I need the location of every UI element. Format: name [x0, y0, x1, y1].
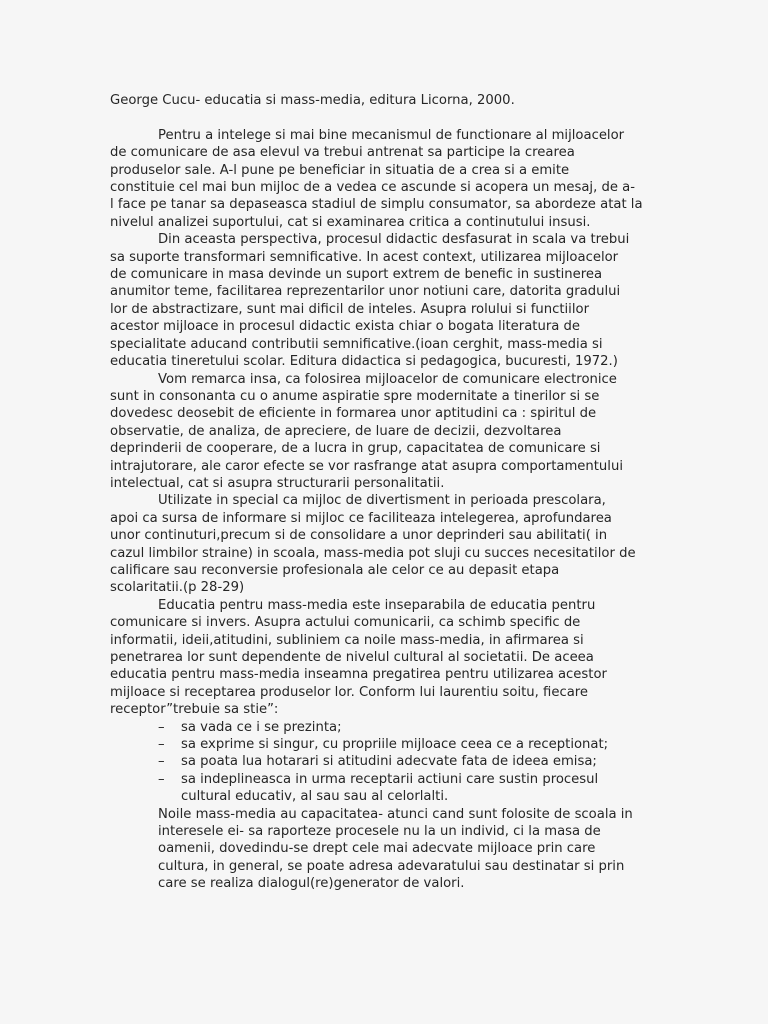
paragraph-line: interesele ei- sa raporteze procesele nu la un individ, ci la masa de — [158, 824, 601, 840]
list-item-line: sa vada ce i se prezinta; — [181, 719, 342, 735]
list-item-line: sa poata lua hotarari si atitudini adecvate fata de ideea emisa; — [181, 754, 597, 770]
document-page — [110, 92, 710, 893]
paragraph-line: cultura, in general, se poate adresa adevaratului sau destinatar si prin — [158, 858, 625, 874]
paragraph-line: sunt in consonanta cu o anume aspiratie spre modernitate a tinerilor si se — [110, 388, 600, 404]
list-item-line: sa exprime si singur, cu propriile mijloace ceea ce a receptionat; — [181, 737, 609, 753]
paragraph-line: calificare sau reconversie profesionala ale celor ce au depasit etapa — [110, 562, 560, 578]
paragraph-line: Utilizate in special ca mijloc de divertisment in perioada prescolara, — [158, 493, 606, 509]
paragraph-line: sa suporte transformari semnificative. In acest context, utilizarea mijloacelor — [110, 249, 619, 265]
paragraph-line: oamenii, dovedindu-se drept cele mai adecvate mijloace prin care — [158, 841, 596, 857]
paragraph-line: unor continuturi,precum si de consolidare a unor deprinderi sau abilitati( in — [110, 528, 608, 544]
paragraph-line: educatia pentru mass-media inseamna pregatirea pentru utilizarea acestor — [110, 667, 607, 683]
paragraph-line: l face pe tanar sa depaseasca stadiul de simplu consumator, sa abordeze atat la — [110, 197, 643, 213]
paragraph-line: de comunicare in masa devinde un suport extrem de benefic in sustinerea — [110, 267, 603, 283]
bullet-dash: – — [158, 754, 165, 770]
paragraph — [110, 127, 710, 231]
closing-paragraph — [110, 806, 710, 893]
blank-line — [110, 109, 710, 126]
paragraph-line: Vom remarca insa, ca folosirea mijloacelor de comunicare electronice — [158, 371, 617, 387]
paragraph-line: scolaritatii.(p 28-29) — [110, 580, 245, 596]
paragraph-line: cazul limbilor straine) in scoala, mass-media pot sluji cu succes necesitatilor de — [110, 545, 636, 561]
paragraph-line: intrajutorare, ale caror efecte se vor rasfrange atat asupra comportamentului — [110, 458, 623, 474]
paragraph-line: dovedesc deosebit de eficiente in formarea unor aptitudini ca : spiritul de — [110, 406, 597, 422]
paragraph-line: informatii, ideii,atitudini, subliniem ca noile mass-media, in afirmarea si — [110, 632, 584, 648]
paragraph-line: comunicare si invers. Asupra actului comunicarii, ca schimb specific de — [110, 615, 581, 631]
paragraph-line: deprinderii de cooperare, de a lucra in grup, capacitatea de comunicare si — [110, 441, 601, 457]
paragraph-line: observatie, de analiza, de apreciere, de luare de decizii, dezvoltarea — [110, 423, 562, 439]
paragraph-line: Educatia pentru mass-media este inseparabila de educatia pentru — [158, 597, 596, 613]
paragraph-line: penetrarea lor sunt dependente de nivelul cultural al societatii. De aceea — [110, 650, 594, 665]
citation-line: George Cucu- educatia si mass-media, editura Licorna, 2000. — [110, 93, 515, 108]
paragraph-line: mijloace si receptarea produselor lor. Conform lui laurentiu soitu, fiecare — [110, 684, 589, 700]
paragraph-line: acestor mijloace in procesul didactic exista chiar o bogata literatura de — [110, 319, 581, 335]
bullet-dash: – — [158, 771, 165, 787]
paragraph-line: apoi ca sursa de informare si mijloc ce faciliteaza intelegerea, aprofundarea — [110, 510, 612, 526]
list-item — [110, 753, 710, 770]
list-item — [110, 736, 710, 753]
paragraph-line: receptor”trebuie sa stie”: — [110, 702, 279, 718]
paragraph — [110, 597, 710, 719]
list-item — [110, 771, 710, 806]
paragraph-line: educatia tineretului scolar. Editura didactica si pedagogica, bucuresti, 1972.) — [110, 354, 618, 370]
paragraph-line: de comunicare de asa elevul va trebui antrenat sa participe la crearea — [110, 145, 575, 161]
paragraph-line: anumitor teme, facilitarea reprezentarilor unor notiuni care, datorita gradului — [110, 284, 621, 300]
paragraph-line: care se realiza dialogul(re)generator de valori. — [158, 876, 465, 892]
paragraph-line: specialitate aducand contributii semnificative.(ioan cerghit, mass-media si — [110, 336, 603, 352]
paragraph-line: constituie cel mai bun mijloc de a vedea ce ascunde si acopera un mesaj, de a- — [110, 180, 635, 196]
paragraph-line: nivelul analizei suportului, cat si examinarea critica a continutului insusi. — [110, 214, 591, 230]
paragraph-line: lor de abstractizare, sunt mai dificil de inteles. Asupra rolului si functiilor — [110, 301, 589, 317]
paragraph-line: Din aceasta perspectiva, procesul didactic desfasurat in scala va trebui — [158, 232, 630, 248]
bullet-list — [110, 719, 710, 806]
paragraph-line: intelectual, cat si asupra structurarii personalitatii. — [110, 475, 445, 491]
list-item — [110, 719, 710, 736]
paragraph — [110, 231, 710, 370]
paragraph-line: produselor sale. A-l pune pe beneficiar in situatia de a crea si a emite — [110, 162, 570, 178]
paragraph — [110, 371, 710, 493]
paragraph-line: Noile mass-media au capacitatea- atunci cand sunt folosite de scoala in — [158, 806, 633, 822]
paragraph-line: Pentru a intelege si mai bine mecanismul de functionare al mijloacelor — [158, 127, 625, 143]
bullet-dash: – — [158, 719, 165, 735]
list-item-line: cultural educativ, al sau sau al celorlalti. — [181, 789, 449, 805]
list-item-line: sa indeplineasca in urma receptarii actiuni care sustin procesul — [181, 771, 599, 787]
bullet-dash: – — [158, 737, 165, 753]
paragraph — [110, 492, 710, 596]
